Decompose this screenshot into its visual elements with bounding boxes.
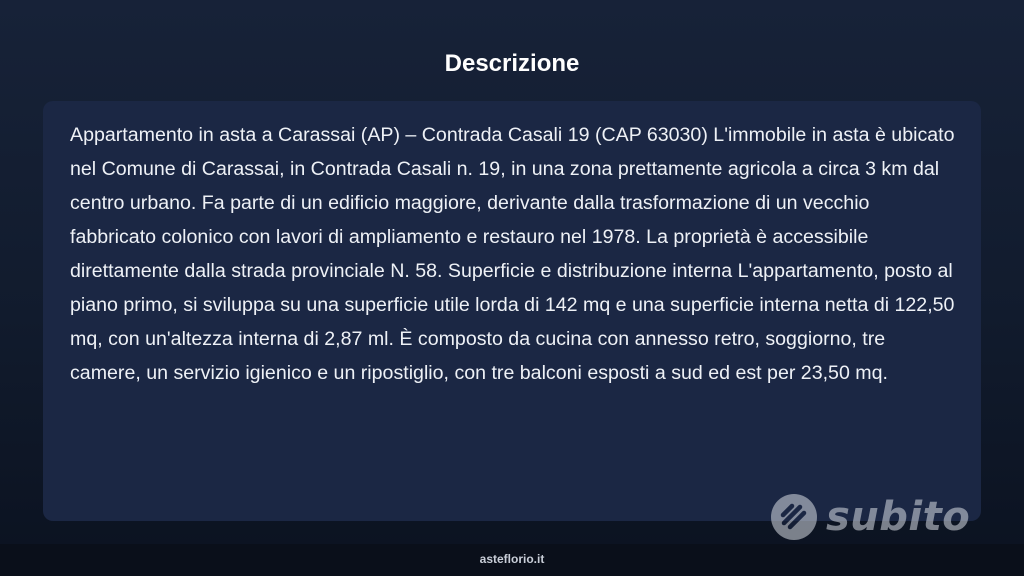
subito-watermark bbox=[770, 490, 970, 544]
footer-site-link[interactable]: asteflorio.it bbox=[479, 552, 545, 566]
description-text: Appartamento in asta a Carassai (AP) – Contrada Casali 19 (CAP 63030) L'immobile in asta è ubicato nel Comune di Carassai, in Contrada Casali n. 19, in una zona prettamente agricola a circa 3 km dal centro urbano. Fa parte di un edificio maggiore, derivante dalla trasformazione di un vecchio fabbricato colonico con lavori di ampliamento e restauro nel 1978. La proprietà è accessibile direttamente dalla strada provinciale N. 58. Superficie e distribuzione interna L'appartamento, posto al piano primo, si sviluppa su una superficie utile lorda di 142 mq e una superficie interna netta di 122,50 mq, con un'altezza interna di 2,87 ml. È composto da cucina con annesso retro, soggiorno, tre camere, un servizio igienico e un ripostiglio, con tre balconi esposti a sud ed est per 23,50 mq. bbox=[70, 124, 955, 384]
subito-logo-text: subito bbox=[826, 494, 971, 540]
description-card bbox=[43, 101, 981, 521]
subito-logo-icon bbox=[770, 493, 818, 541]
page-title: Descrizione bbox=[444, 50, 580, 77]
